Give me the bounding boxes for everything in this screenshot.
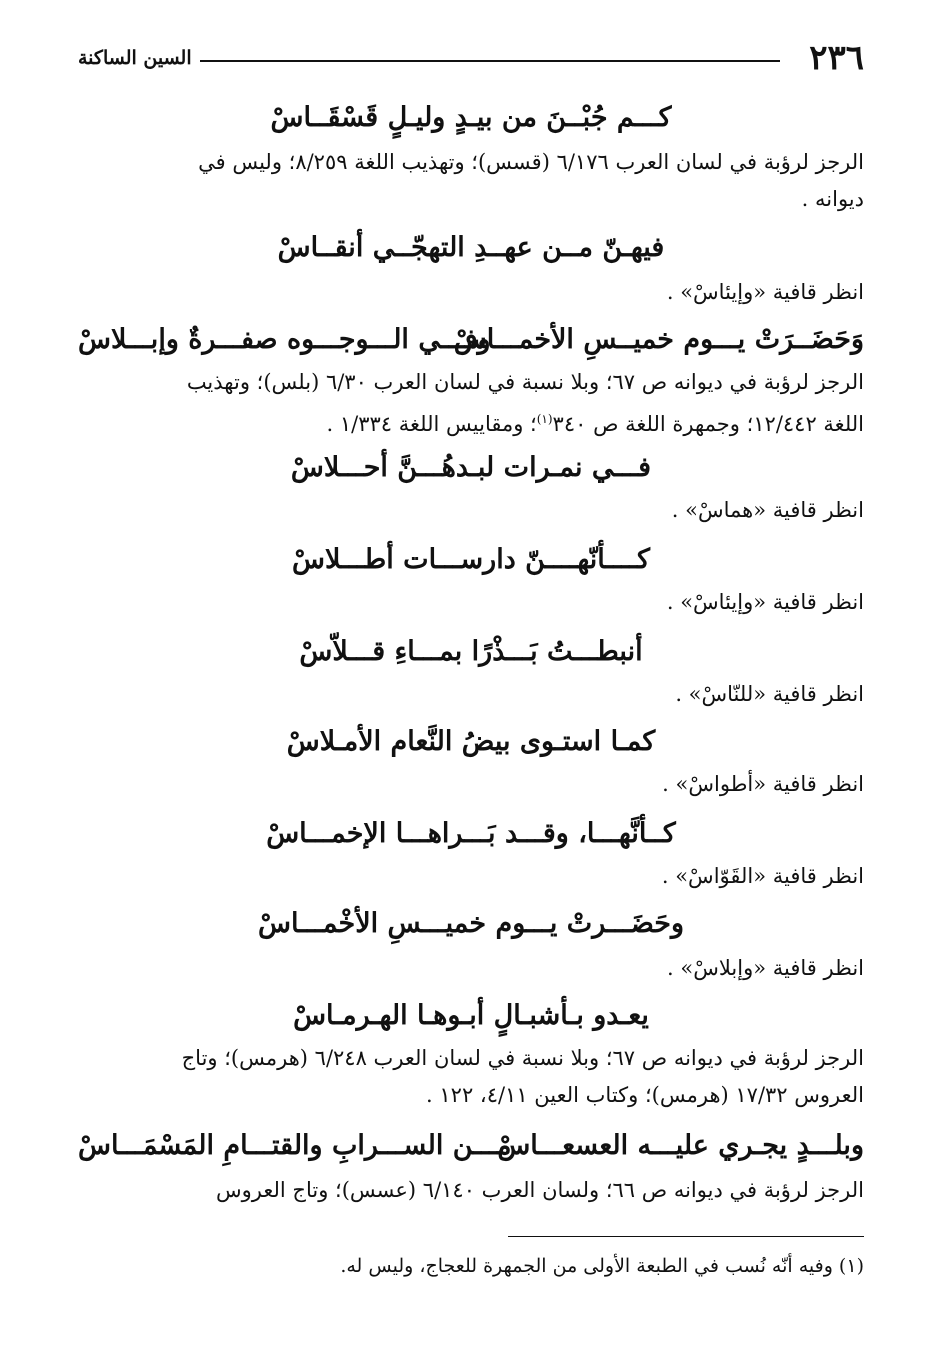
verse-first-hemistich: وَحَضَــرَتْ يـــوم خميــسِ الأخمـــاسْ [453, 324, 864, 355]
note-line: الرجز لرؤبة في لسان العرب ٦/١٧٦ (قسس)؛ وتهذيب اللغة ٨/٢٥٩؛ وليس في [198, 150, 864, 174]
footnote-reference: (١) [536, 412, 553, 426]
verse: كمـا استـوى بيضُ النَّعام الأمـلاسْ [286, 726, 656, 757]
running-title: السين الساكنة [78, 47, 192, 69]
note-line: اللغة ١٢/٤٤٢؛ وجمهرة اللغة ص ٣٤٠$^{(١)}$؛ ومقاييس اللغة ١/٣٣٤ . [326, 412, 864, 436]
note-line: انظر قافية «وإيئاسْ» . [666, 280, 864, 304]
note-line: انظر قافية «للنّاسْ» . [675, 682, 864, 706]
note-line: الرجز لرؤبة في ديوانه ص ٦٦؛ ولسان العرب ٦/١٤٠ (عسس)؛ وتاج العروس [216, 1178, 864, 1202]
verse-note [74, 766, 864, 803]
verse: كــأنَّهـــا، وقـــد بَـــراهـــا الإخمـــاسْ [266, 818, 676, 849]
footnote-rule [508, 1236, 864, 1237]
verse-note [74, 676, 864, 713]
verse: كـــم جُبْــنَ من بيـدٍ وليـلٍ قَسْقَــاسْ [270, 102, 672, 133]
footnote: (١) وفيه أنّه نُسب في الطبعة الأولى من الجمهرة للعجاج، وليس له. [340, 1255, 864, 1277]
note-line: ديوانه . [801, 187, 864, 211]
verse-note [74, 584, 864, 621]
verse: أنبطـــتُ بَـــذْرًا بمـــاءِ قـــلاّسْ [299, 636, 643, 667]
verse-second-hemistich: مـــن الســـرابِ والقتـــامِ المَسْمَـــاسْ [78, 1130, 512, 1161]
page-number: ٢٣٦ [809, 38, 864, 78]
verse-note [74, 364, 864, 443]
note-line: انظر قافية «هماسْ» . [671, 498, 864, 522]
note-line: انظر قافية «وإبلاسْ» . [667, 956, 864, 980]
verse-note [74, 144, 864, 218]
verse-note [74, 858, 864, 895]
running-header [78, 38, 864, 78]
note-line: العروس ١٧/٣٢ (هرمس)؛ وكتاب العين ٤/١١، ١٢٢ . [426, 1083, 864, 1107]
verse: وحَضَـــرتْ يـــوم خميـــسِ الأخْمـــاسْ [257, 908, 684, 939]
verse: فيهـنّ مــن عهــدِ التهجّــي أنقــاسْ [277, 232, 665, 263]
verse: كــــأنّهــــنّ دارســـات أطـــلاسْ [291, 544, 651, 575]
verse-note [74, 1172, 864, 1209]
header-rule [200, 60, 780, 62]
verse-note [74, 950, 864, 987]
note-line: انظر قافية «وإيئاسْ» . [666, 590, 864, 614]
verse: فـــي نمـرات لبـدهُـــنَّ أحـــلاسْ [290, 452, 652, 483]
note-line: انظر قافية «القَوّاسْ» . [661, 864, 864, 888]
verse-second-hemistich: وفـــي الـــوجـــوه صفـــرةٌ وإبـــلاسْ [78, 324, 491, 355]
verse-first-hemistich: وبلـــدٍ يجـري عليـــه العسعـــاسْ [497, 1130, 864, 1161]
note-line: الرجز لرؤبة في ديوانه ص ٦٧؛ وبلا نسبة في لسان العرب ٦/٢٤٨ (هرمس)؛ وتاج [181, 1046, 864, 1070]
verse-note [74, 1040, 864, 1114]
verse-note [74, 274, 864, 311]
note-line: انظر قافية «أطواسْ» . [662, 772, 864, 796]
note-line: الرجز لرؤبة في ديوانه ص ٦٧؛ وبلا نسبة في لسان العرب ٦/٣٠ (بلس)؛ وتهذيب [186, 370, 864, 394]
verse-note [74, 492, 864, 529]
verse: يعـدو بـأشبـالٍ أبـوهـا الهـرمـاسْ [293, 1000, 649, 1031]
